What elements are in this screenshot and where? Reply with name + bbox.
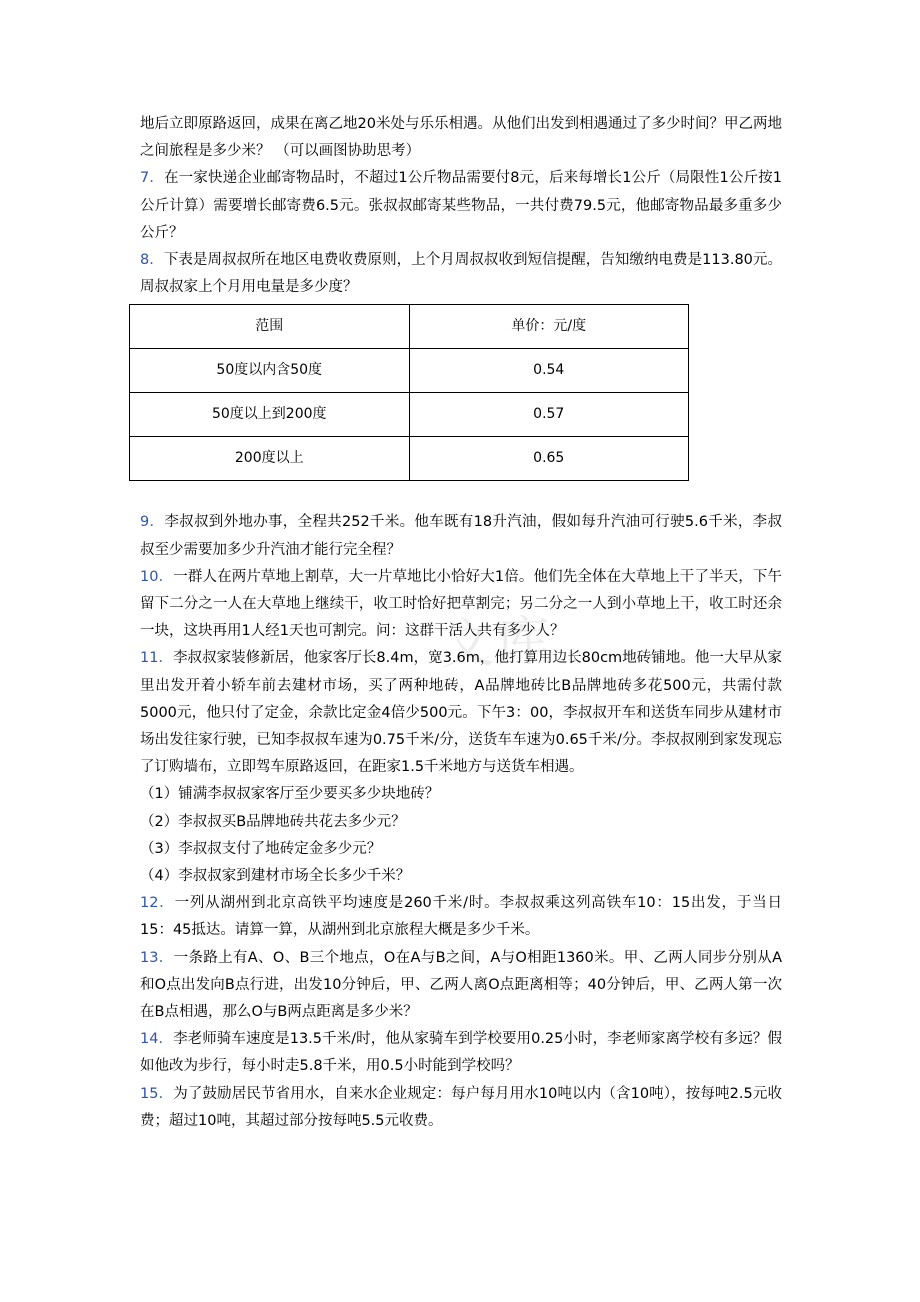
question-8 — [140, 247, 782, 301]
question-text: 一列从湖州到北京高铁平均速度是260千米/时。李叔叔乘这列高铁车10：15出发，于当日15：45抵达。请算一算，从湖州到北京旅程大概是多少千米。 — [140, 895, 782, 939]
question-7 — [140, 165, 782, 247]
table-header-cell: 单价：元/度 — [409, 305, 689, 349]
electricity-fee-table — [129, 304, 689, 481]
table-row — [130, 393, 689, 437]
question-11 — [140, 645, 782, 781]
table-row — [130, 437, 689, 481]
table-cell: 0.57 — [409, 393, 689, 437]
question-10 — [140, 564, 782, 646]
question-15 — [140, 1081, 782, 1135]
table-cell: 50度以上到200度 — [130, 393, 410, 437]
table-row — [130, 349, 689, 393]
question-text: 一群人在两片草地上割草，大一片草地比小恰好大1倍。他们先全体在大草地上干了半天，下午留下二分之一人在大草地上继续干，收工时恰好把草割完；另二分之一人到小草地上干，收工时还余一块，这块再用1人经1天也可割完。问：这群干活人共有多少人？ — [140, 568, 782, 640]
question-number: 10． — [140, 568, 174, 585]
question-number: 11． — [140, 650, 174, 667]
table-cell: 0.65 — [409, 437, 689, 481]
sub-question: （3）李叔叔支付了地砖定金多少元？ — [140, 840, 382, 857]
question-text: 李叔叔到外地办事，全程共252千米。他车既有18升汽油，假如每升汽油可行驶5.6千米，李叔叔至少需要加多少升汽油才能行完全程？ — [140, 514, 782, 558]
question-text: 下表是周叔叔所在地区电费收费原则，上个月周叔叔收到短信提醒，告知缴纳电费是113.80元。周叔叔家上个月用电量是多少度？ — [140, 252, 782, 296]
question-text: 李叔叔家装修新居，他家客厅长8.4m，宽3.6m，他打算用边长80cm地砖铺地。他一大早从家里出发开着小轿车前去建材市场，买了两种地砖，A品牌地砖比B品牌地砖多花500元，共需付款5000元，他只付了定金，余款比定金4倍少500元。下午3：00，李叔叔开车和送货车同步从建材市场出发往家行驶，已知李叔叔车速为0.75千米/分，送货车车速为0.65千米/分。李叔叔刚到家发现忘了订购墙布，立即驾车原路返回，在距家1.5千米地方与送货车相遇。 — [140, 650, 782, 776]
question-number: 7． — [140, 170, 165, 187]
question-number: 8． — [140, 252, 164, 269]
table-cell: 200度以上 — [130, 437, 410, 481]
table-header-cell: 范围 — [130, 305, 410, 349]
watermark: 文库 — [439, 609, 554, 676]
question-text: 为了鼓励居民节省用水，自来水企业规定：每户每月用水10吨以内（含10吨），按每吨2.5元收费；超过10吨，其超过部分按每吨5.5元收费。 — [140, 1085, 783, 1129]
question-text: 在一家快递企业邮寄物品时，不超过1公斤物品需要付8元，后来每增长1公斤（局限性1公斤按1公斤计算）需要增长邮寄费6.5元。张叔叔邮寄某些物品，一共付费79.5元，他邮寄物品最多重多少公斤？ — [140, 170, 782, 241]
question-9 — [140, 509, 782, 563]
question-14 — [140, 1026, 782, 1080]
question-number: 12． — [140, 895, 175, 912]
document-content — [140, 111, 782, 1135]
question-number: 9． — [140, 514, 165, 531]
table-cell: 50度以内含50度 — [130, 349, 410, 393]
sub-question: （1）铺满李叔叔家客厅至少要买多少块地砖？ — [140, 786, 440, 803]
question-number: 15． — [140, 1085, 174, 1102]
table-cell: 0.54 — [409, 349, 689, 393]
question-12 — [140, 890, 782, 944]
question-text: 李老师骑车速度是13.5千米/时，他从家骑车到学校要用0.25小时，李老师家离学校有多远？假如他改为步行，每小时走5.8千米，用0.5小时能到学校吗？ — [140, 1031, 783, 1075]
sub-question: （4）李叔叔家到建材市场全长多少千米？ — [140, 868, 411, 885]
sub-question: （2）李叔叔买B品牌地砖共花去多少元？ — [140, 813, 406, 830]
table-header-row — [130, 305, 689, 349]
intro-paragraph: 地后立即原路返回，成果在离乙地20米处与乐乐相遇。从他们出发到相遇通过了多少时间？甲乙两地之间旅程是多少米？ （可以画图协助思考） — [140, 116, 782, 160]
question-13 — [140, 945, 782, 1027]
question-number: 14． — [140, 1031, 174, 1048]
question-number: 13． — [140, 949, 174, 966]
question-text: 一条路上有A、O、B三个地点，O在A与B之间，A与O相距1360米。甲、乙两人同步分别从A和O点出发向B点行进，出发10分钟后，甲、乙两人离O点距离相等；40分钟后，甲、乙两人第一次在B点相遇，那么O与B两点距离是多少米？ — [140, 949, 782, 1021]
